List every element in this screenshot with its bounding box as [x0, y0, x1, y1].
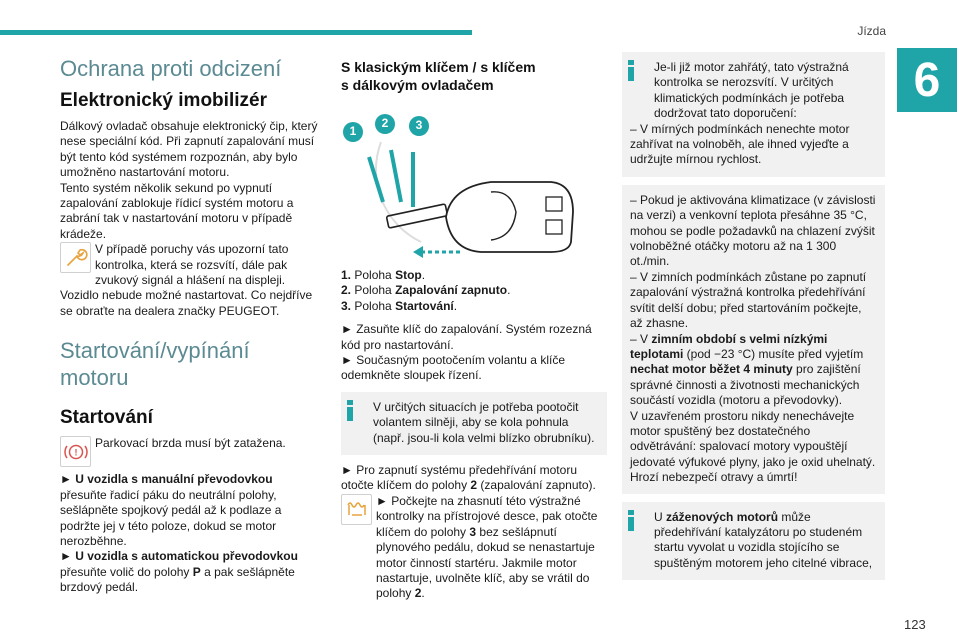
start-stop-title-line1: Startování/vypínání	[60, 338, 250, 364]
immobilizer-warning-text: V případě poruchy vás upozorní tato kontrolka, která se rozsvítí, dále pak zvukový signál a hlášení na displeji.	[95, 242, 289, 288]
column-2	[341, 52, 607, 602]
ventilation-text: V uzavřeném prostoru nikdy nenechávejte motor spuštěný bez dostatečného odvětrávání: spalovací motory vypouštějí jedovaté výfukové plyny, jako je oxid uhelnatý. Hrozí nebezpečí otravy a úmrtí!	[630, 408, 876, 485]
warm-engine-text: Je-li již motor zahřátý, tato výstražná kontrolka se nerozsvítí. V určitých klimatických podmínkách je potřeba dodržovat tato doporučení:	[654, 60, 849, 121]
steering-info-text: V určitých situacích je potřeba pootočit volantem silněji, aby se kola pohnula (např. jsou-li kola velmi blízko obrubníku).	[373, 399, 595, 445]
start-stop-title-line2: motoru	[60, 365, 129, 391]
list-item: 3. Poloha Startování.	[341, 298, 458, 313]
parking-brake-icon	[60, 436, 91, 467]
auto-text: přesuňte volič do polohy P a pak sešlápněte brzdový pedál.	[60, 564, 295, 595]
catalyst-info-box	[622, 502, 885, 581]
immobilizer-text-3: Vozidlo nebude možné nastartovat. Co nejdříve se obraťte na dealera značky PEUGEOT.	[60, 288, 313, 318]
info-icon	[628, 60, 634, 80]
callout-1: 1	[343, 122, 363, 142]
immobilizer-warning	[60, 242, 322, 288]
parking-brake-note	[60, 436, 322, 468]
callout-2: 2	[375, 114, 395, 134]
manual-lead: ► U vozidla s manuální převodovkou	[60, 472, 273, 487]
aircon-text: – Pokud je aktivována klimatizace (v závislosti na verzi) a venkovní teplota přesáhne 35 °C, mohou se podle požadavků na chlazení zvýšit volnoběžné otáčky motoru až na 1 300 ot./min.	[630, 192, 876, 269]
auto-lead: ► U vozidla s automatickou převodovkou	[60, 549, 298, 564]
column-1	[60, 52, 322, 596]
unlock-steering-text: ► Současným pootočením volantu a klíče odemkněte sloupek řízení.	[341, 353, 565, 383]
immobilizer-text-2: Tento systém několik sekund po vypnutí zapalování zablokuje řídicí systém motoru a zabrání tak v nastartování motoru v případě krádeže.	[60, 180, 294, 241]
key-heading: S klasickým klíčem / s klíčem s dálkovým ovladačem	[341, 59, 536, 93]
start-stop-title	[60, 337, 322, 391]
section-title: Ochrana proti odcizení	[60, 56, 282, 81]
cold-text: – V zimním období s velmi nízkými teplotami (pod −23 °C) musíte před vyjetím nechat motor běžet 4 minuty pro zajištění správné činnosti a životnosti mechanických součástí vozidla (motoru a převodovky).	[630, 331, 864, 408]
info-icon	[347, 400, 353, 420]
preheat-warning	[341, 494, 607, 602]
column-3	[622, 52, 885, 580]
warm-engine-dash: – V mírných podmínkách nenechte motor zahřívat na volnoběh, ale ihned vyjeďte a udržujte mírnou rychlost.	[630, 121, 850, 167]
info-icon	[628, 510, 634, 530]
svg-text:!: !	[74, 447, 77, 458]
preheat-warning-text: ► Počkejte na zhasnutí této výstražné kontrolky na přístrojové desce, pak otočte klíčem do polohy 3 bez sešlápnutí plynového pedálu, dokud se nenastartuje motor činností startéru. Jakmile motor nastartuje, uvolněte klíč, aby se vrátil do polohy 2.	[376, 493, 598, 601]
immobilizer-heading: Elektronický imobilizér	[60, 90, 267, 111]
callouts	[343, 114, 429, 138]
parking-brake-text: Parkovací brzda musí být zatažena.	[95, 436, 286, 451]
wrench-warning-icon	[60, 242, 91, 273]
header-accent-bar	[0, 30, 472, 35]
manual-text: přesuňte řadicí páku do neutrální polohy, sešlápněte spojkový pedál až k podlaze a podržte jej v této poloze, dokud se motor nerozběhne.	[60, 487, 282, 548]
chapter-badge: 6	[897, 48, 957, 112]
starting-heading: Startování	[60, 407, 153, 429]
insert-key-text: ► Zasuňte klíč do zapalování. Systém rozezná kód pro nastartování.	[341, 322, 592, 352]
preheat-coil-icon	[341, 494, 372, 525]
winter-text: – V zimních podmínkách zůstane po zapnutí zapalování výstražná kontrolka předehřívání svítit delší dobu; před startováním počkejte, až zhasne.	[630, 269, 867, 331]
callout-3: 3	[409, 116, 429, 136]
page-number: 123	[904, 617, 926, 632]
steering-info-box	[341, 392, 607, 455]
preheat-text: ► Pro zapnutí systému předehřívání motoru otočte klíčem do polohy 2 (zapalování zapnuto).	[341, 463, 596, 493]
warm-engine-info-box	[622, 52, 885, 177]
key-positions-list	[341, 268, 607, 314]
list-item: 1. Poloha Stop.	[341, 268, 426, 282]
catalyst-text: U záženových motorů může předehřívání katalyzátoru po studeném startu vyvolat u vozidla stojícího se spuštěným motorem jeho citelné vibrace,	[654, 509, 873, 570]
section-label: Jízda	[857, 24, 886, 38]
list-item: 2. Poloha Zapalování zapnuto.	[341, 283, 511, 298]
immobilizer-text-1: Dálkový ovladač obsahuje elektronický čip, který nese speciální kód. Při zapnutí zapalování musí být tento kód systémem rozpoznán, aby bylo umožněno nastartování motoru.	[60, 119, 318, 180]
conditions-box	[622, 185, 885, 494]
